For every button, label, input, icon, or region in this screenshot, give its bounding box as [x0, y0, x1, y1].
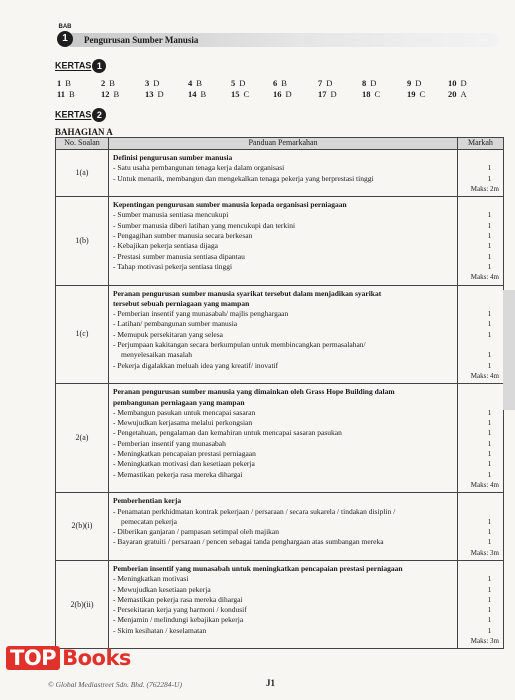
question-number-cell: 1(b) [56, 197, 109, 285]
answer-choice: D [330, 89, 337, 99]
answer-question-number: 6 [273, 78, 278, 88]
answer-question-number: 7 [318, 78, 323, 88]
point-mark: 1 [487, 418, 492, 428]
answer-choice: D [326, 78, 333, 88]
answer-item [188, 89, 227, 99]
scheme-point: - Penamatan perkhidmatan kontrak pekerjaan / persaraan / secara sukarela / tindakan disiplin / [113, 507, 453, 517]
point-mark: 1 [487, 319, 492, 329]
scheme-point: - Pekerja digalakkan meluah idea yang kreatif/ inovatif [113, 361, 453, 371]
point-mark: 1 [487, 251, 492, 261]
point-mark: 1 [487, 241, 492, 251]
chapter-title: Pengurusan Sumber Manusia [84, 35, 199, 45]
answer-item [231, 89, 270, 99]
answer-question-number: 14 [188, 89, 197, 99]
answer-question-number: 11 [57, 89, 66, 99]
point-mark: 1 [487, 516, 492, 526]
question-number-cell: 2(a) [56, 384, 109, 493]
publisher-logo [6, 646, 131, 670]
kertas-1-number: 1 [92, 59, 106, 73]
table-body [56, 150, 504, 649]
scheme-point: - Memastikan pekerja rasa mereka dihargai [113, 595, 453, 605]
answer-item [57, 78, 91, 88]
answer-choice: B [109, 78, 115, 88]
answer-question-number: 15 [231, 89, 240, 99]
scheme-point: - Satu usaha pembangunan tenaga kerja dalam organisasi [113, 163, 453, 173]
scheme-point: - Membangun pasukan untuk mencapai sasaran [113, 408, 453, 418]
point-mark: 1 [487, 449, 492, 459]
marks-cell [458, 150, 504, 197]
answer-choice: B [69, 89, 75, 99]
scheme-point: - Mewujudkan kesetiaan pekerja [113, 585, 453, 595]
criterion-title: Peranan pengurusan sumber manusia syarikat tersebut dalam menjadikan syarikat [113, 288, 382, 298]
scheme-point: - Meningkatkan motivasi dan kesetiaan pekerja [113, 459, 453, 469]
header-question-number: No. Soalan [56, 138, 109, 150]
marking-scheme-table [55, 137, 504, 649]
answer-choice: D [285, 89, 292, 99]
answer-question-number: 1 [57, 78, 62, 88]
point-mark: 1 [487, 210, 492, 220]
criterion-title: Peranan pengurusan sumber manusia yang dimainkan oleh Grass Hope Building dalam [113, 387, 395, 397]
answer-choice: D [370, 78, 377, 88]
logo-books-text: Books [62, 646, 131, 670]
point-mark: 1 [487, 615, 492, 625]
answer-choice: D [460, 78, 467, 88]
scheme-point: - Menjamin / melindungi kebajikan pekerja [113, 615, 453, 625]
answer-item [407, 89, 446, 99]
point-mark: 1 [487, 625, 492, 635]
logo-top-text: TOP [6, 646, 60, 670]
scheme-point: - Pengagihan sumber manusia secara berkesan [113, 231, 453, 241]
scheme-point: - Tahap motivasi pekerja sentiasa tinggi [113, 262, 453, 272]
answer-item [318, 78, 352, 88]
point-mark: 1 [487, 309, 492, 319]
chapter-badge [56, 24, 74, 47]
criterion-title: Definisi pengurusan sumber manusia [113, 153, 233, 162]
question-number-cell: 1(a) [56, 150, 109, 197]
answer-item [145, 78, 179, 88]
chapter-number: 1 [57, 31, 73, 47]
marking-guide-cell [109, 285, 458, 384]
kertas-1-heading [55, 59, 106, 73]
scheme-point: - Meningkatkan motivasi [113, 574, 453, 584]
answer-question-number: 17 [318, 89, 327, 99]
answer-choice: D [415, 78, 422, 88]
answer-item [145, 89, 184, 99]
answer-choice: B [281, 78, 287, 88]
scheme-point: - Persekitaran kerja yang harmoni / kondusif [113, 605, 453, 615]
answer-choice: B [65, 78, 71, 88]
answer-choice: B [200, 89, 207, 99]
page-edge-tab [503, 290, 515, 410]
question-number-cell: 1(c) [56, 285, 109, 384]
answer-question-number: 13 [145, 89, 154, 99]
criterion-title: Pemberhentian kerja [113, 496, 182, 506]
scheme-point: - Untuk menarik, membangun dan mengekalkan tenaga pekerja yang berprestasi tinggi [113, 174, 453, 184]
scheme-point: - Sumber manusia diberi latihan yang mencukupi dan terkini [113, 221, 453, 231]
answer-item [101, 89, 140, 99]
table-row [56, 384, 504, 493]
answer-item [188, 78, 222, 88]
table-row [56, 560, 504, 648]
answer-question-number: 18 [362, 89, 371, 99]
max-marks: Maks: 4m [470, 480, 499, 489]
marks-cell [458, 384, 504, 493]
answer-question-number: 4 [188, 78, 193, 88]
point-mark: 1 [487, 438, 492, 448]
answer-question-number: 16 [273, 89, 282, 99]
max-marks: Maks: 3m [470, 637, 499, 646]
answer-item [407, 78, 441, 88]
point-mark: 1 [487, 173, 492, 183]
answer-question-number: 8 [362, 78, 367, 88]
point-mark: 1 [487, 574, 492, 584]
answer-question-number: 20 [448, 89, 457, 99]
answer-choice: C [243, 89, 250, 99]
point-mark: 1 [487, 360, 492, 370]
marking-guide-cell [109, 493, 458, 561]
point-mark: 1 [487, 459, 492, 469]
scheme-point-continued: pemecatan pekerja [121, 516, 178, 526]
answer-question-number: 9 [407, 78, 412, 88]
marking-guide-cell [109, 197, 458, 285]
answer-item [448, 78, 487, 88]
answer-item [362, 78, 396, 88]
point-mark: 1 [487, 329, 492, 339]
answer-item [273, 89, 312, 99]
scheme-point: - Memupuk persekitaran yang selesa [113, 330, 453, 340]
kertas-2-number: 2 [92, 108, 106, 122]
point-mark: 1 [487, 527, 492, 537]
max-marks: Maks: 4m [470, 273, 499, 282]
criterion-title: tersebut sebuah perniagaan yang mampan [113, 298, 250, 308]
point-mark: 1 [487, 231, 492, 241]
answer-question-number: 2 [101, 78, 106, 88]
marks-cell [458, 560, 504, 648]
answer-choice: C [419, 89, 426, 99]
table-row [56, 285, 504, 384]
scheme-point: - Latihan/ pembangunan sumber manusia [113, 319, 453, 329]
header-marks: Markah [458, 138, 504, 150]
answer-item [362, 89, 401, 99]
table-row [56, 197, 504, 285]
point-mark: 1 [487, 537, 492, 547]
point-mark: 1 [487, 605, 492, 615]
table-row [56, 150, 504, 197]
answer-question-number: 19 [407, 89, 416, 99]
point-mark: 1 [487, 469, 492, 479]
marking-guide-cell [109, 384, 458, 493]
question-number-cell: 2(b)(i) [56, 493, 109, 561]
marking-guide-cell [109, 560, 458, 648]
table-header-row [56, 138, 504, 150]
marks-cell [458, 493, 504, 561]
point-mark: 1 [487, 163, 492, 173]
max-marks: Maks: 3m [470, 548, 499, 557]
scheme-point: - Sumber manusia sentiasa mencukupi [113, 210, 453, 220]
answer-question-number: 12 [101, 89, 110, 99]
answer-item [231, 78, 265, 88]
answer-item [57, 89, 95, 99]
scheme-point: - Kebajikan pekerja sentiasa dijaga [113, 241, 453, 251]
answer-item [448, 89, 487, 99]
criterion-title: Kepentingan pengurusan sumber manusia kepada organisasi perniagaan [113, 200, 347, 210]
bab-label: BAB [58, 24, 72, 30]
point-mark: 1 [487, 261, 492, 271]
scheme-point: - Mewujudkan kerjasama melalui perkongsian [113, 418, 453, 428]
answer-item [101, 78, 135, 88]
answer-question-number: 5 [231, 78, 236, 88]
point-mark: 1 [487, 594, 492, 604]
kertas-2-heading [55, 108, 106, 122]
point-mark: 1 [487, 584, 492, 594]
marks-cell [458, 197, 504, 285]
answer-choice: D [157, 89, 164, 99]
answer-question-number: 3 [145, 78, 150, 88]
scheme-point: - Skim kesihatan / keselamatan [113, 626, 453, 636]
max-marks: Maks: 2m [470, 184, 499, 193]
criterion-title: pembangunan perniagaan yang mampan [113, 397, 245, 407]
scheme-point: - Meningkatkan pencapaian prestasi perniagaan [113, 449, 453, 459]
marks-cell [458, 285, 504, 384]
header-marking-guide: Panduan Pemarkahan [109, 138, 458, 150]
answer-choice: C [374, 89, 381, 99]
scheme-point: - Memastikan pekerja rasa mereka dihargai [113, 470, 453, 480]
marking-guide-cell [109, 150, 458, 197]
answer-question-number: 10 [448, 78, 457, 88]
answer-choice: D [153, 78, 160, 88]
section-heading: BAHAGIAN A [55, 127, 113, 137]
criterion-title: Pemberian insentif yang munasabah untuk meningkatkan pencapaian prestasi perniagaan [113, 563, 403, 573]
point-mark: 1 [487, 428, 492, 438]
copyright-notice: © Global Mediastreet Sdn. Bhd. (762284-U) [48, 680, 182, 689]
point-mark: 1 [487, 350, 492, 360]
point-mark: 1 [487, 220, 492, 230]
answer-item [318, 89, 357, 99]
scheme-point: - Diberikan ganjaran / pampasan setimpal oleh majikan [113, 527, 453, 537]
answer-item [273, 78, 307, 88]
answer-choice: B [196, 78, 202, 88]
answer-choice: D [239, 78, 246, 88]
scheme-point: - Perjumpaan kakitangan secara berkumpulan untuk membincangkan permasalahan/ [113, 340, 453, 350]
answer-choice: B [113, 89, 120, 99]
scheme-point: - Bayaran gratuiti / persaraan / pencen sebagai tanda penghargaan atas sumbangan mereka [113, 537, 453, 547]
scheme-point: - Prestasi sumber manusia sentiasa dipantau [113, 252, 453, 262]
answer-choice: A [460, 89, 467, 99]
question-number-cell: 2(b)(ii) [56, 560, 109, 648]
max-marks: Maks: 4m [470, 371, 499, 380]
point-mark: 1 [487, 407, 492, 417]
page-number: J1 [266, 678, 275, 688]
kertas-1-label: KERTAS [55, 60, 92, 71]
scheme-point: - Pemberian insentif yang munasabah [113, 439, 453, 449]
table-row [56, 493, 504, 561]
scheme-point-continued: menyelesaikan masalah [121, 350, 193, 360]
scheme-point: - Pemberian insentif yang munasabah/ majlis penghargaan [113, 309, 453, 319]
kertas-2-label: KERTAS [55, 109, 92, 120]
scheme-point: - Pengetahuan, pengalaman dan kemahiran untuk mencapai sasaran pasukan [113, 428, 453, 438]
